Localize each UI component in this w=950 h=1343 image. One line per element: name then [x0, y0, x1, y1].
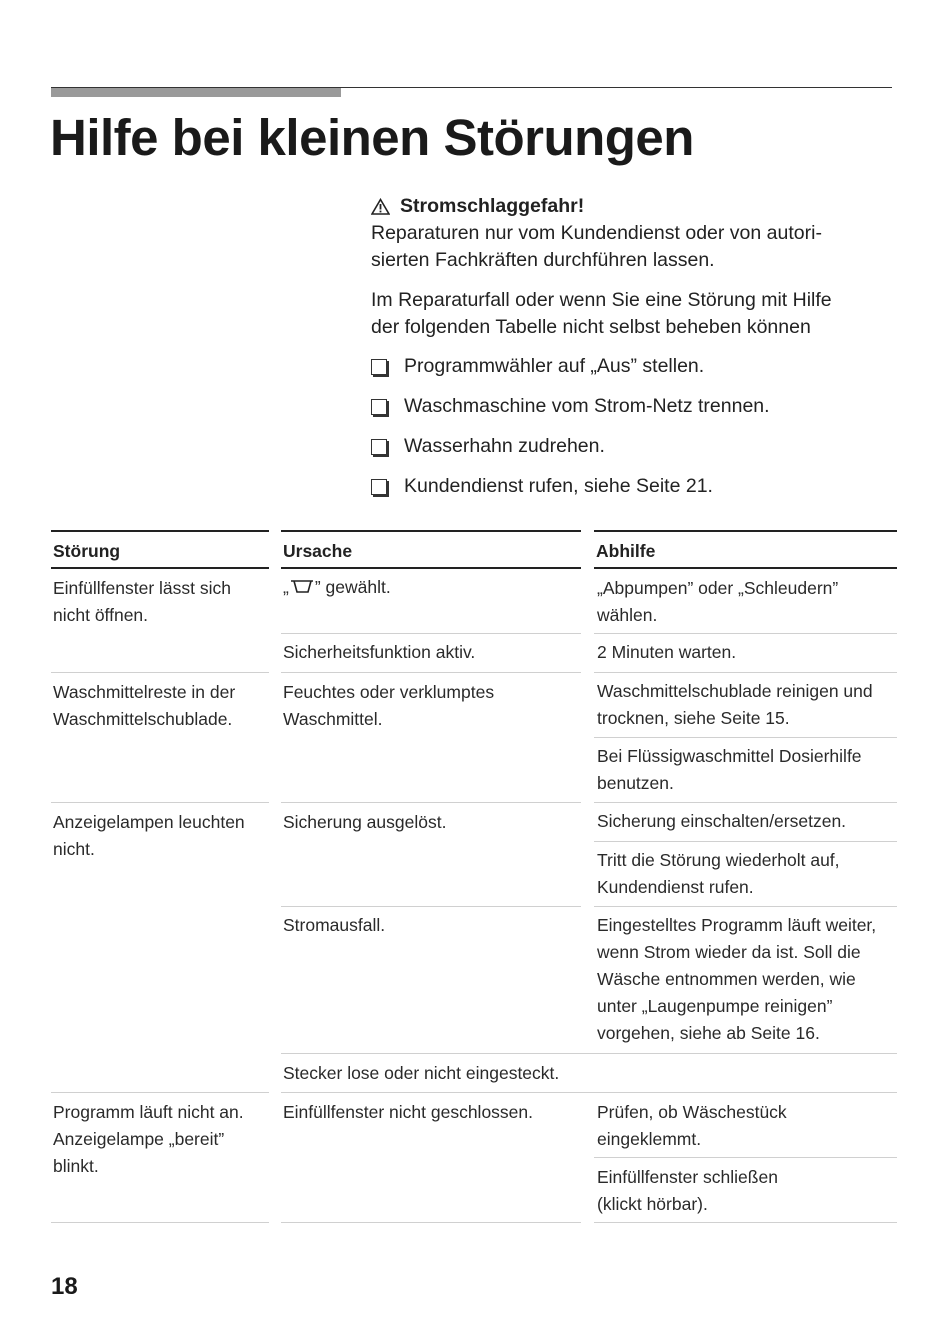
warning-text: [371, 220, 891, 274]
warning-line: Reparaturen nur vom Kundendienst oder von autori-: [371, 222, 822, 244]
warning-heading: [371, 193, 891, 220]
table-divider: [594, 1157, 897, 1158]
table-divider: [281, 1222, 581, 1223]
cause-prefix: „: [283, 577, 289, 597]
problem-line: blinkt.: [53, 1156, 99, 1176]
remedy-line: Einfüllfenster schließen: [597, 1167, 778, 1187]
remedy-line: Eingestelltes Programm läuft weiter,: [597, 915, 877, 935]
remedy-line: (klickt hörbar).: [597, 1194, 708, 1214]
cause-line: Stecker lose oder nicht eingesteckt.: [283, 1063, 560, 1083]
problem-cell: [53, 679, 235, 733]
table-divider: [51, 802, 269, 803]
table-divider: [594, 841, 897, 842]
checkbox-icon: [371, 359, 387, 375]
remedy-line: Waschmittelschublade reinigen und: [597, 681, 873, 701]
table-header-cause: Ursache: [281, 530, 581, 569]
warning-triangle-icon: [371, 198, 390, 215]
checkbox-icon: [371, 399, 387, 415]
cause-cell: [283, 1099, 533, 1126]
remedy-line: Prüfen, ob Wäschestück: [597, 1102, 787, 1122]
remedy-line: unter „Laugenpumpe reinigen”: [597, 996, 833, 1016]
remedy-line: „Abpumpen” oder „Schleudern”: [597, 578, 839, 598]
remedy-line: Kundendienst rufen.: [597, 877, 754, 897]
remedy-line: Tritt die Störung wiederholt auf,: [597, 850, 840, 870]
checklist-item: [371, 473, 891, 500]
problem-line: Waschmittelreste in der: [53, 682, 236, 702]
remedy-line: trocknen, siehe Seite 15.: [597, 708, 790, 728]
cause-cell: [283, 1060, 559, 1087]
table-divider: [594, 737, 897, 738]
remedy-cell: [597, 639, 736, 666]
warning-line: sierten Fachkräften durchführen lassen.: [371, 249, 715, 271]
problem-cell: [53, 809, 245, 863]
cause-line: Einfüllfenster nicht geschlossen.: [283, 1102, 533, 1122]
checkbox-icon: [371, 439, 387, 455]
remedy-cell: [597, 808, 846, 835]
cause-suffix: ” gewählt.: [314, 577, 391, 597]
problem-cell: [53, 1099, 244, 1180]
checklist-item-label: Wasserhahn zudrehen.: [404, 435, 605, 457]
table-divider: [594, 906, 897, 907]
checklist-item: [371, 393, 891, 420]
page-number: 18: [51, 1273, 78, 1300]
table-divider: [594, 672, 897, 673]
remedy-cell: [597, 847, 840, 901]
remedy-line: Sicherung einschalten/ersetzen.: [597, 811, 847, 831]
cause-cell: [283, 639, 475, 666]
checkbox-icon: [371, 479, 387, 495]
problem-line: Anzeigelampe „bereit”: [53, 1129, 225, 1149]
table-divider: [281, 1053, 897, 1054]
problem-cell: [53, 575, 231, 629]
cause-cell: [283, 574, 391, 601]
remedy-cell: [597, 1164, 778, 1218]
checklist-item-label: Kundendienst rufen, siehe Seite 21.: [404, 475, 713, 497]
table-divider: [594, 1222, 897, 1223]
table-divider: [281, 633, 581, 634]
checklist-item-label: Waschmaschine vom Strom-Netz trennen.: [404, 395, 770, 417]
problem-line: nicht öffnen.: [53, 605, 149, 625]
table-divider: [51, 1222, 269, 1223]
intro-section: [371, 193, 891, 513]
checklist-item-label: Programmwähler auf „Aus” stellen.: [404, 355, 705, 377]
warning-title: Stromschlaggefahr!: [400, 195, 585, 217]
checklist-item: [371, 353, 891, 380]
problem-line: Programm läuft nicht an.: [53, 1102, 244, 1122]
remedy-cell: [597, 575, 838, 629]
table-header-remedy: Abhilfe: [594, 530, 897, 569]
problem-line: nicht.: [53, 839, 95, 859]
remedy-line: vorgehen, siehe ab Seite 16.: [597, 1023, 820, 1043]
remedy-line: benutzen.: [597, 773, 674, 793]
table-divider: [51, 1092, 269, 1093]
remedy-line: wenn Strom wieder da ist. Soll die: [597, 942, 861, 962]
remedy-line: Bei Flüssigwaschmittel Dosierhilfe: [597, 746, 862, 766]
header-accent-bar: [51, 88, 341, 97]
remedy-line: 2 Minuten warten.: [597, 642, 737, 662]
table-divider: [51, 672, 269, 673]
remedy-cell: [597, 1099, 787, 1153]
remedy-line: eingeklemmt.: [597, 1129, 702, 1149]
remedy-cell: [597, 743, 862, 797]
problem-line: Anzeigelampen leuchten: [53, 812, 245, 832]
step-checklist: [371, 353, 891, 500]
cause-line: Stromausfall.: [283, 915, 386, 935]
cause-line: Sicherheitsfunktion aktiv.: [283, 642, 476, 662]
tub-symbol-icon: [289, 578, 315, 594]
table-header-problem: Störung: [51, 530, 269, 569]
remedy-cell: [597, 678, 873, 732]
table-divider: [281, 802, 581, 803]
checklist-item: [371, 433, 891, 460]
cause-line: Feuchtes oder verklumptes: [283, 682, 495, 702]
problem-line: Waschmittelschublade.: [53, 709, 233, 729]
cause-cell: [283, 809, 446, 836]
cause-line: Sicherung ausgelöst.: [283, 812, 447, 832]
problem-line: Einfüllfenster lässt sich: [53, 578, 231, 598]
intro-line: der folgenden Tabelle nicht selbst beheben können: [371, 316, 811, 338]
remedy-cell: [597, 912, 876, 1047]
table-divider: [281, 1092, 897, 1093]
page-title: Hilfe bei kleinen Störungen: [50, 109, 694, 166]
table-divider: [281, 672, 581, 673]
table-divider: [594, 633, 897, 634]
intro-paragraph: [371, 287, 891, 341]
cause-line: Waschmittel.: [283, 709, 383, 729]
remedy-line: wählen.: [597, 605, 658, 625]
cause-cell: [283, 679, 494, 733]
remedy-line: Wäsche entnommen werden, wie: [597, 969, 856, 989]
table-divider: [594, 802, 897, 803]
intro-line: Im Reparaturfall oder wenn Sie eine Störung mit Hilfe: [371, 289, 832, 311]
cause-cell: [283, 912, 385, 939]
table-divider: [281, 906, 581, 907]
